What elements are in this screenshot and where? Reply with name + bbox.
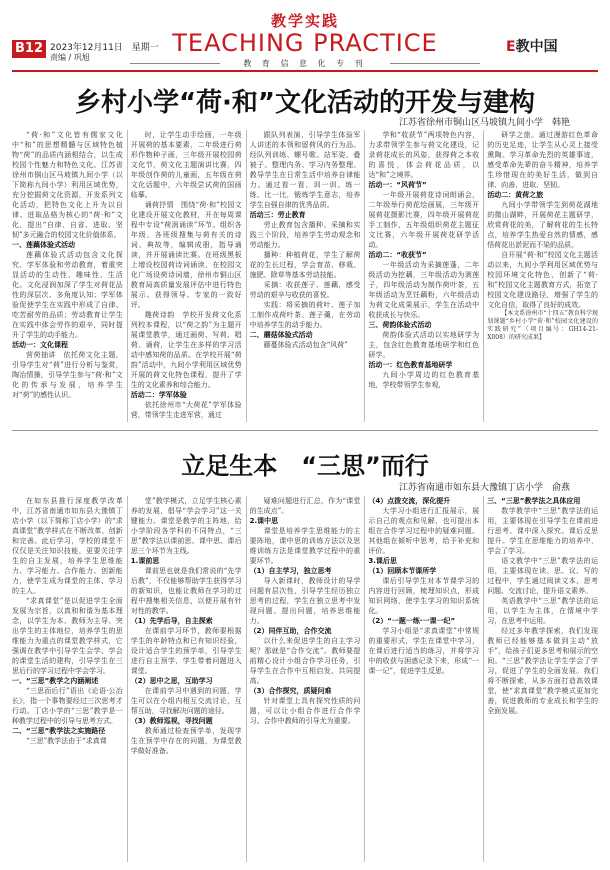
article1-title: 乡村小学“荷·和”文化活动的开发与建构: [74, 88, 536, 118]
article1-column: [131, 130, 242, 422]
column-rule: [127, 130, 128, 422]
body-paragraph: 趣荷诗韵 学校开发荷文化系列校本课程，以“荷之韵”为主题开展课堂教学，通过画荷、写荷、唱荷、诵荷，让学生在多样的学习活动中感知荷的品质。在学校开展“荷韵”活动中，九间小学利用区域优势开展的荷文化特色课程，提升了学生的文化素养和综合能力。: [130, 311, 242, 389]
column-rule: [246, 130, 247, 422]
page-number: B12: [12, 40, 46, 58]
body-paragraph: 一年级活动为采摘莲蓬，二年级活动为挖藕，三年级活动为剥莲子，四年级活动为制作荷叶茶，五年级活动为烹饪藕粉，六年级活动为荷文化成果展示，学生在活动中收获成长与快乐。: [368, 261, 480, 319]
section-heading: 三、荷韵体验式活动: [368, 321, 432, 329]
body-paragraph: 课后引导学生对本节课学习的内容进行回顾，梳理知识点，形成知识网络，使学生学习的知识系统化。: [368, 577, 480, 615]
body-paragraph: 荷韵体验式活动以实地研学为主，包含红色教育基地研学和红色研学。: [368, 331, 480, 359]
article2-column: [487, 496, 598, 862]
article1-column: [487, 130, 598, 422]
article1-column: [250, 130, 361, 422]
body-paragraph: 在如东县推行深度教学改革中，江苏省南通市如东县大豫镇丁店小学（以下简称丁店小学）的“求真课堂”教学样式在不断改革、创新和完善。此后学习，学校的课堂不仅仅是关注知识技能，更要关注学生的自主发展，培养学生思维能力、学习能力、合作能力、创新能力，使学生成为课堂的主体、学习的主人。: [12, 497, 123, 595]
body-paragraph: 在课前学习环节，教师要根据学生的年龄特点和已有知识经验，设计适合学生的预学单，引导学生进行自主预学，学生带着问题进入课堂。: [130, 627, 242, 675]
section-heading: 1.课前思: [130, 557, 160, 565]
article2-column: [368, 496, 479, 862]
section-title-cn: 教学实践: [270, 12, 339, 30]
section-heading: （2）同伴互助，合作交流: [249, 627, 332, 635]
header-rule: [12, 70, 598, 72]
section-heading: 活动二：黄荷之旅: [487, 191, 544, 199]
section-heading: （3）教师巡视，寻找问题: [130, 717, 213, 725]
article1-column: [368, 130, 479, 422]
body-paragraph: “三思”教学法由于“求真课: [26, 737, 107, 745]
section-heading: 一、莲藕体验式活动: [12, 241, 75, 249]
body-paragraph: 教师通过检查预学单，发现学生在预学中存在的问题，为课堂教学做好准备。: [130, 727, 242, 755]
body-paragraph: 课前思也就是我们常说的“先学后教”，不仅能够帮助学生获得学习的新知识，也能让教师在学习的过程中搜集相关信息，以便开展有针对性的教学。: [130, 567, 242, 615]
article2-column: [131, 496, 242, 862]
article1-column: [12, 130, 123, 422]
editors-line: 责编 / 巩旭: [50, 53, 90, 62]
article2-title: 立足生本 “三思”而行: [181, 452, 429, 480]
body-paragraph: 课堂是培养学生思维能力的主要阵地，课中思的训练方法以及思维训练方法是课堂教学过程中的重要环节。: [249, 527, 361, 565]
body-paragraph: 自开展“荷·和”校园文化主题活动以来，九间小学利用区域优势与校园环境文化特色，创新了“荷·和”校园文化主题教育方式，拓宽了校园文化建设路径，增强了学生的文化自信，取得了良好的成效。: [487, 251, 598, 309]
section-heading: （1）自主学习，独立思考: [249, 567, 332, 575]
body-paragraph: 研学之旅。通过漫游红色革命的历史足迹，让学生从心灵上接受熏陶。学习革命先烈的英雄事迹，感受革命先辈的奋斗精神，培养学生珍惜现在的美好生活，做到自律、向善、进取、坚韧。: [487, 131, 598, 189]
body-paragraph: 九间小学周边的红色教育基地，学校带领学生参观，: [368, 371, 480, 389]
section-subtitle: 教 育 信 息 化 专 刊: [243, 59, 367, 68]
section-heading: 三、“三思”教学法之具体应用: [487, 497, 581, 505]
section-heading: （3）合作探究，质疑问难: [249, 687, 332, 695]
body-paragraph: 针对课堂上具有探究性质的问题，可以让小组合作进行合作学习。合作中教师的引导尤为重要。: [249, 697, 361, 725]
section-heading: （1）回顾本节课所学: [368, 567, 437, 575]
article2-column: [12, 496, 123, 862]
body-paragraph: 堂”教学模式，立足学生核心素养的发展，倡导“学会学习”这一关键能力。课堂是教学的主阵地，给小学阶段各学科的不同特点，“三思”教学法以课前思、课中思、课后思三个环节为主线。: [130, 497, 242, 555]
body-paragraph: 以什么来促进学生的自主学习呢？那就是“合作交流”。教师要提前精心设计小组合作学习任务，引导学生在合作中互相启发、共同提高。: [249, 637, 361, 685]
section-heading: 活动二：学军体验: [130, 391, 187, 399]
body-paragraph: 九间小学带领学生到荷花湖地的微山湖畔，开展荷花主题研学，欣赏荷花的美，了解荷花的生长特点，培养学生热爱自然的情感，感悟荷花出淤泥而不染的品质。: [487, 201, 598, 249]
column-rule: [483, 496, 484, 862]
section-heading: 一、“三思”教学之内涵阐述: [12, 677, 99, 685]
issue-date: 2023年12月11日 星期一: [50, 43, 159, 53]
section-title-en: TEACHING PRACTICE: [172, 29, 438, 57]
masthead-logo: [506, 36, 558, 56]
subtitle-rule-right: [390, 63, 480, 64]
body-paragraph: 莲藕体验式活动包含文化探究、学军体验和劳动教育，着重突显活动的生动性、趣味性、生活化。文化浸润加深了学生对荷花品性的深层次、多角度认知；学军体验促使学生在实践中形成了自律、吃苦耐劳的品质；劳动教育让学生在实践中体会劳作的艰辛，同时提升了学生的动手能力。: [12, 251, 123, 339]
section-heading: （4）点拨交流，深化提升: [368, 497, 451, 505]
section-heading: 二、蘑菇体验式活动: [249, 331, 313, 339]
column-rule: [364, 130, 365, 422]
body-paragraph: 采摘：收获莲子、莲藕，感受劳动的艰辛与收获的喜悦。: [249, 281, 361, 299]
section-heading: 2.课中思: [249, 517, 279, 525]
section-heading: 活动三：劳止教育: [249, 211, 306, 219]
body-paragraph: 营荷抽讲 依托荷文化主题，引导学生对“荷”进行分析与鉴赏，陶冶情操，引导学生参与“荷·和”文化的传承与发展，培养学生对“荷”的感性认识。: [12, 351, 123, 399]
body-paragraph: 数学教学中“三思”教学法的运用，主要体现在引导学生在课前进行思考、课中深入探究、课后反思提升。学生在思维能力的培养中，学会了学习。: [487, 507, 598, 555]
body-paragraph: “荷·和”文化皆有儒家文化中“和”的思想精髓与区域特色植物“荷”的品质内涵相结合，以生成校园个性魅力和特色文化。江苏省徐州市铜山区马坡镇九间小学（以下简称九间小学）利用区域优势，充分挖掘荷文化资源，开发系列文化活动，把特色文化上升为以自律、进取品格为核心的“荷·和”文化，提出“自律、自省、进取、坚韧”多元融合的校园文化价值体系。: [12, 131, 123, 239]
body-paragraph: 一年级开展荷花诗词朗诵会，二年级举行荷花绘画展，三年级开展荷花摄影比赛，四年级开展荷花手工制作，五年级组织荷花主题征文比赛，六年级开展荷花研学活动。: [368, 191, 480, 249]
body-paragraph: 学和“收获节”两项特色内容，力求带领学生参与荷文化建设，记录荷花成长的风姿，获得荷之本收的喜悦，体会荷花品质，以达“和”之境界。: [368, 131, 480, 179]
body-paragraph: “三思而后行”语出《论语·公冶长》，指一个事物要经过三次思考才行动。丁店小学的“三思”教学是一种教学过程中的引导与思考方式。: [12, 687, 123, 725]
body-paragraph: 实践：将采摘的荷叶、莲子加工制作成荷叶茶、莲子羹，在劳动中培养学生的动手能力。: [249, 301, 361, 329]
section-heading: 3.课后思: [368, 557, 397, 565]
section-heading: 活动一：文化课程: [12, 341, 68, 349]
body-paragraph: 英语教学中“三思”教学法的运用，以学生为主体，在情境中学习，在思考中运用。: [487, 597, 598, 625]
funding-note: 【本文系徐州市“十四五”教育科学规划课题“乡村小学“荷·和”校园文化建设的实践研究”（项目编号：GH14-21-X008）的研究成果】: [487, 310, 598, 341]
section-heading: （1）先学后导，自主探索: [130, 617, 213, 625]
section-heading: 活动二：“收获节”: [368, 251, 427, 259]
body-paragraph: 劳止教育包含播种、采摘和实践三个阶段，培养学生劳动观念和劳动能力。: [249, 221, 361, 249]
article-divider: [12, 430, 598, 431]
column-rule: [364, 496, 365, 862]
body-paragraph: 在课前学习中遇到的问题，学生可以在小组内相互交流讨论，互帮互助，寻找解决问题的途径。: [130, 687, 242, 715]
body-paragraph: 学习小组是“求真课堂”中常规的重要形式，学生在课堂中学习，在课后进行适当的练习，并将学习中的收获与困惑记录下来，形成“一课一记”，促进学生反思。: [368, 627, 480, 675]
body-paragraph: 导入新课时，教师设计的导学问题有层次性，引导学生经历独立思考的过程，学生在独立思考中发现问题、提出问题，培养思维能力。: [249, 577, 361, 625]
body-paragraph: 大学习小组进行汇报展示，展示自己的观点和见解，也可提出本组在合作学习过程中的疑难问题。其他组在倾听中思考，给予补充和评价。: [368, 507, 480, 555]
body-paragraph: “求真课堂”是以促进学生全面发展为宗旨，以真和和谐为基本理念，以学生为本、教师为主导、突出学生的主体地位，培养学生的思维能力为重点的课堂教学样式，它强调在教学中引导学生会学、学会的课堂生活的建构，引导学生在三思后行的学习过程中学会学习。: [12, 597, 123, 675]
body-paragraph: 语文教学中“三思”教学法的运用，主要体现在读、思、议、写的过程中，学生通过阅读文本、思考问题、交流讨论，提升语文素养。: [487, 557, 598, 595]
body-paragraph: 藤蔓体验式活动包含“风荷”: [263, 341, 348, 349]
page-header: [0, 0, 610, 70]
section-heading: 活动一：红色教育基地研学: [368, 361, 453, 369]
section-heading: （2）“一题一练·一课一纪”: [368, 617, 456, 625]
section-heading: （2）思中之思，互助学习: [130, 677, 213, 685]
column-rule: [127, 496, 128, 862]
article2-byline: 江苏省南通市如东县大豫镇丁店小学 俞燕: [398, 483, 570, 493]
logo-text: 教中国: [515, 39, 558, 55]
body-paragraph: 时，让学生动手绘画，一年级开展荷的基本要素，二年级进行荷形作物种子画，三年级开展校园荷文化节，荷文化主题演讲比赛，四年级创作荷的儿童画，五年级在荷文化话题中，六年级尝试荷的国画临摹。: [130, 131, 242, 199]
logo-e: E: [506, 39, 516, 55]
body-paragraph: 疑难问题进行汇总，作为“课堂的生成点”。: [249, 497, 361, 515]
body-paragraph: 经过多年教学探索，我们发现教师已经能够基本做到主动“放手”，给孩子们更多思考和展示的空间。“三思”教学法让学生学会了学习，促进了学生的全面发展。我们将不断探索，从多方面打造高效课堂，使“求真课堂”教学模式更加完善，促进教师的专业成长和学生的全面发展。: [487, 627, 598, 715]
section-heading: 活动一：“风荷节”: [368, 181, 427, 189]
section-heading: 二、“三思”教学法之实施路径: [12, 727, 106, 735]
body-paragraph: 播种：种植荷花，学生了解荷花的生长过程，学会育苗、移栽、施肥、除草等基本劳动技能。: [249, 251, 361, 279]
body-paragraph: 诵荷抒情 围绕“荷·和”校园文化建设开展文化教材，开在每周课程中专设“荷润诵读”环节。组织各年级、各班级搜集与荷有关的诗词、典故等，编辑成册，指导诵读，并开展诵读比赛。在班级黑板上增设校园荷诗词诵读，在校园文化广场设荷诗词墙，徐州市铜山区教育局高质量发展评估中进行特色展示。获得领导、专家的一致好评。: [130, 201, 242, 309]
article2-column: [250, 496, 361, 862]
body-paragraph: 依托徐州市“大荷花”学军体验营，带领学生走进军营，通过: [130, 401, 242, 419]
body-paragraph: 跟队列表演，引导学生体验军人讲述的本领和留荷风的行为品。经队列训练、螺号歌、站军姿、叠被子、整理内务、学习内务整理、教导学生在日常生活中培养自律能力。通过看一看、训一训、练一练、比一比，锻炼学生意志，培养学生自强自律的优秀品质。: [249, 131, 361, 209]
column-rule: [246, 496, 247, 862]
column-rule: [483, 130, 484, 422]
article1-byline: 江苏省徐州市铜山区马坡镇九间小学 韩艳: [398, 118, 570, 128]
